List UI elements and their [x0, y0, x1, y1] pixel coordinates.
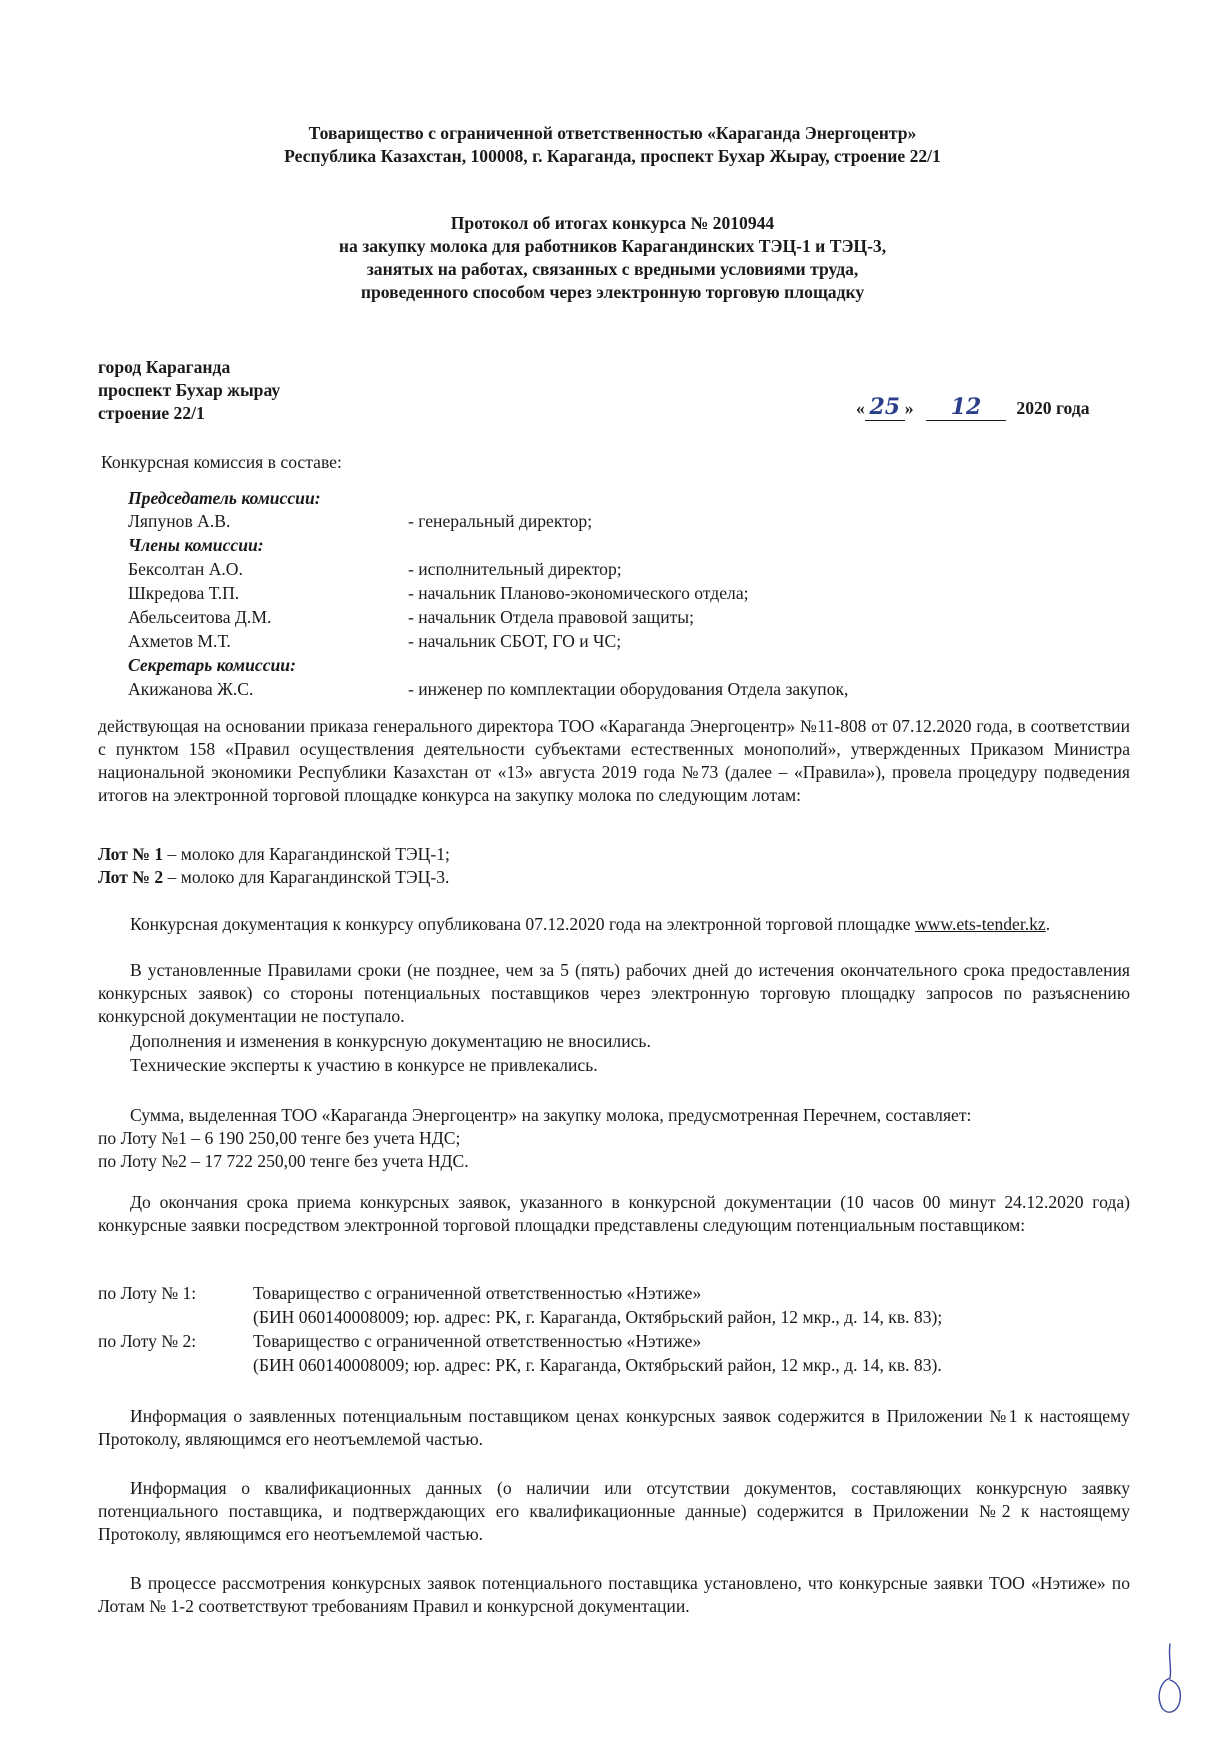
member-name: Ахметов М.Т. — [128, 631, 231, 651]
chair-name: Ляпунов А.В. — [128, 511, 231, 531]
lot-item — [98, 866, 450, 889]
date-close-quote: » — [904, 398, 914, 418]
date-month: 12 — [950, 394, 982, 420]
protocol-date — [856, 396, 1090, 421]
member-role: - начальник Отдела правовой защиты; — [408, 607, 695, 627]
place-block — [98, 356, 280, 425]
docs-text: Конкурсная документация к конкурсу опубликована 07.12.2020 года на электронной торговой площадке — [130, 914, 911, 934]
member-name: Шкредова Т.П. — [128, 583, 240, 603]
suppliers-list — [98, 1282, 1138, 1378]
conclusion-paragraph: В процессе рассмотрения конкурсных заявок потенциального поставщика установлено, что конкурсные заявки ТОО «Нэтиже» по Лотам № 1-2 соответствуют требованиям Правил и конкурсной документации. — [98, 1573, 1130, 1616]
member-role: - исполнительный директор; — [408, 559, 622, 579]
member-role: - начальник Планово-экономического отдела; — [408, 583, 749, 603]
supplier-name: Товарищество с ограниченной ответственностью «Нэтиже» — [253, 1331, 702, 1351]
secretary-role: - инженер по комплектации оборудования Отдела закупок, — [408, 679, 849, 699]
handwritten-initials-icon — [1150, 1638, 1190, 1718]
prices-paragraph: Информация о заявленных потенциальным поставщиком ценах конкурсных заявок содержится в Приложении №1 к настоящему Протоколу, являющимся его неотъемлемой частью. — [98, 1406, 1130, 1449]
date-open-quote: « — [856, 398, 865, 418]
sum-lot-1: по Лоту №1 – 6 190 250,00 тенге без учета НДС; — [98, 1128, 461, 1148]
lot-label: Лот № 1 — [98, 844, 164, 864]
member-name: Бексолтан А.О. — [128, 559, 243, 579]
sum-block — [98, 1104, 1138, 1173]
docs-after-link: . — [1045, 914, 1051, 934]
title-line-2: на закупку молока для работников Карагандинских ТЭЦ-1 и ТЭЦ-3, — [338, 236, 887, 256]
secretary-name: Акижанова Ж.С. — [128, 679, 254, 699]
place-building: строение 22/1 — [98, 403, 205, 423]
lots-list — [98, 843, 450, 889]
title-line-3: занятых на работах, связанных с вредными условиями труда, — [366, 259, 859, 279]
supplier-details: (БИН 060140008009; юр. адрес: РК, г. Караганда, Октябрьский район, 12 мкр., д. 14, кв. 83); — [253, 1307, 943, 1327]
qualification-paragraph: Информация о квалификационных данных (о наличии или отсутствии документов, составляющих конкурсную заявку потенциального поставщика, и подтверждающих его квалификационные данные) содержится в Приложении №2 к настоящему Протоколу, являющимся его неотъемлемой частью. — [98, 1478, 1130, 1544]
date-year: 2020 года — [1016, 398, 1090, 418]
place-city: город Караганда — [98, 357, 231, 377]
lot-label: Лот № 2 — [98, 867, 164, 887]
supplier-lot: по Лоту № 2: — [98, 1331, 197, 1351]
basis-paragraph: действующая на основании приказа генерального директора ТОО «Караганда Энергоцентр» №11-808 от 07.12.2020 года, в соответствии с пунктом 158 «Правил осуществления деятельности субъектами естественных монополий», утвержденных Приказом Министра национальной экономики Республики Казахстан от «13» августа 2019 года №73 (далее – «Правила»), провела процедуру подведения итогов на электронной торговой площадке конкурса на закупку молока по следующим лотам: — [98, 716, 1130, 805]
organization-address: Республика Казахстан, 100008, г. Караганда, проспект Бухар Жырау, строение 22/1 — [284, 146, 941, 166]
lot-item — [98, 843, 450, 866]
member-name: Абельсеитова Д.М. — [128, 607, 272, 627]
members-heading: Члены комиссии: — [128, 535, 264, 555]
secretary-heading: Секретарь комиссии: — [128, 655, 296, 675]
supplier-details: (БИН 060140008009; юр. адрес: РК, г. Караганда, Октябрьский район, 12 мкр., д. 14, кв. 83). — [253, 1355, 942, 1375]
deadline-paragraph: До окончания срока приема конкурсных заявок, указанного в конкурсной документации (10 часов 00 минут 24.12.2020 года) конкурсные заявки посредством электронной торговой площадки представлены следующим потенциальным поставщиком: — [98, 1192, 1130, 1235]
lot-text: – молоко для Карагандинской ТЭЦ-3. — [163, 867, 450, 887]
organization-header — [60, 122, 1165, 168]
supplier-name: Товарищество с ограниченной ответственностью «Нэтиже» — [253, 1283, 702, 1303]
commission-list — [128, 487, 1008, 701]
sum-intro: Сумма, выделенная ТОО «Караганда Энергоцентр» на закупку молока, предусмотренная Перечнем, составляет: — [130, 1105, 972, 1125]
title-line-4: проведенного способом через электронную торговую площадку — [360, 282, 865, 302]
experts-line: Технические эксперты к участию в конкурсе не привлекались. — [130, 1055, 598, 1075]
commission-intro: Конкурсная комиссия в составе: — [101, 452, 342, 472]
organization-name: Товарищество с ограниченной ответственностью «Караганда Энергоцентр» — [308, 123, 917, 143]
member-role: - начальник СБОТ, ГО и ЧС; — [408, 631, 622, 651]
ets-tender-link[interactable]: www.ets-tender.kz — [914, 914, 1046, 934]
title-line-1: Протокол об итогах конкурса № 2010944 — [450, 213, 775, 233]
supplier-lot: по Лоту № 1: — [98, 1283, 197, 1303]
chair-role: - генеральный директор; — [408, 511, 593, 531]
lot-text: – молоко для Карагандинской ТЭЦ-1; — [163, 844, 450, 864]
chair-heading: Председатель комиссии: — [128, 488, 321, 508]
changes-line: Дополнения и изменения в конкурсную документацию не вносились. — [130, 1031, 651, 1051]
clarification-paragraph: В установленные Правилами сроки (не позднее, чем за 5 (пять) рабочих дней до истечения окончательного срока предоставления конкурсных заявок) со стороны потенциальных поставщиков через электронную торговую площадку запросов по разъяснению конкурсной документации не поступало. — [98, 960, 1130, 1026]
place-street: проспект Бухар жырау — [98, 380, 281, 400]
docs-paragraph — [98, 913, 1130, 936]
date-day: 25 — [869, 394, 901, 420]
sum-lot-2: по Лоту №2 – 17 722 250,00 тенге без учета НДС. — [98, 1151, 469, 1171]
protocol-title — [60, 212, 1165, 304]
